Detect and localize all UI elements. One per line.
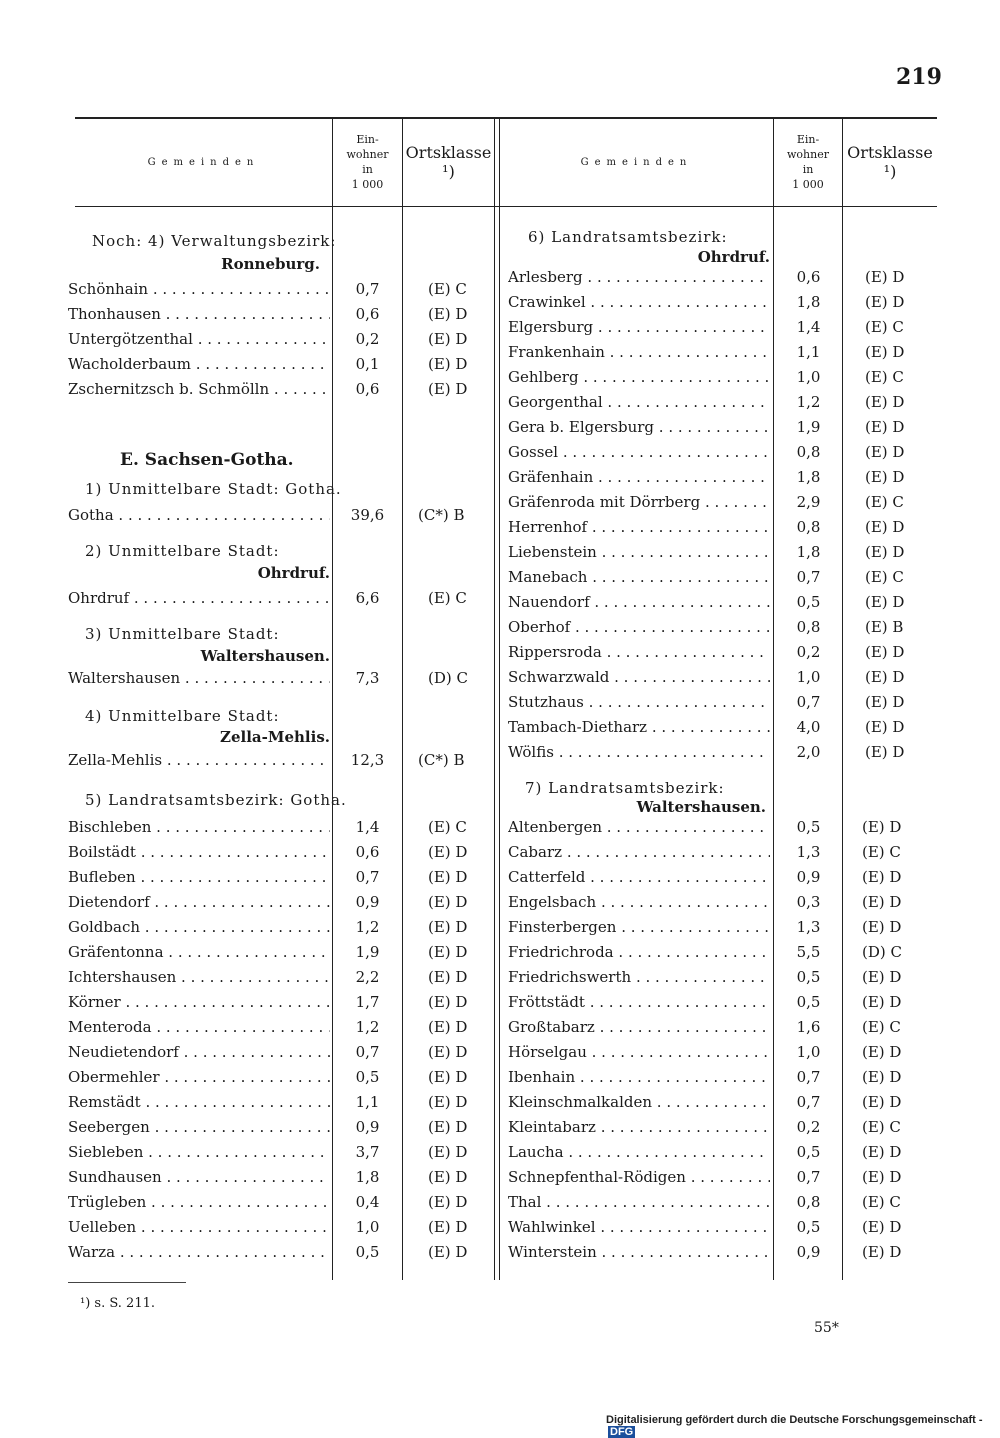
ortsklasse-value: (E) D [428,943,468,961]
gemeinde-name: Herrenhof . . . [508,515,770,540]
gemeinde-name: Friedrichroda . . . [508,940,770,965]
table-row [508,815,948,840]
einwohner-value: 1,8 [355,1168,380,1186]
table-row [68,352,508,377]
table-row [508,840,948,865]
ortsklasse-value: (E) C [428,589,467,607]
gemeinde-name: Zschernitzsch b. Schmölln . . . [68,377,330,402]
einwohner-value: 0,9 [796,868,821,886]
ortsklasse-value: (E) D [865,393,905,411]
ortsklasse-value: (E) C [862,1018,901,1036]
ortsklasse-value: (C*) B [418,506,465,524]
ortsklasse-value: (E) D [865,743,905,761]
einwohner-value: 0,5 [796,993,821,1011]
einwohner-value: 0,2 [796,643,821,661]
subheading: 4) Unmittelbare Stadt: [85,707,280,725]
einwohner-value: 1,2 [355,1018,380,1036]
gemeinde-name: Siebleben . . . [68,1140,330,1165]
einwohner-value: 2,9 [796,493,821,511]
table-row [508,1215,948,1240]
einwohner-value: 0,6 [355,380,380,398]
gemeinde-name: Wacholderbaum . . . [68,352,330,377]
ortsklasse-value: (E) D [862,1068,902,1086]
dfg-credit-text: Digitalisierung gefördert durch die Deutsche Forschungsgemeinschaft - [606,1414,983,1426]
ortsklasse-value: (E) C [865,493,904,511]
ortsklasse-value: (E) D [865,443,905,461]
ortsklasse-value: (E) D [428,1093,468,1111]
ortsklasse-value: (E) C [862,843,901,861]
gemeinde-name: Manebach . . . [508,565,770,590]
ortsklasse-value: (E) D [865,418,905,436]
table-row [508,990,948,1015]
gemeinde-name: Neudietendorf . . . [68,1040,330,1065]
einwohner-value: 3,7 [355,1143,380,1161]
table-row [508,340,948,365]
subheading: 1) Unmittelbare Stadt: Gotha. [85,480,342,498]
einwohner-value: 0,8 [796,618,821,636]
einwohner-value: 0,2 [796,1118,821,1136]
ortsklasse-value: (E) D [865,343,905,361]
einwohner-value: 0,4 [355,1193,380,1211]
table-row [68,890,508,915]
einwohner-value: 1,0 [796,368,821,386]
table-row [508,1040,948,1065]
table-row [508,540,948,565]
ortsklasse-value: (E) D [865,668,905,686]
table-row [68,990,508,1015]
gemeinde-name: Georgenthal . . . [508,390,770,415]
table-row [68,1090,508,1115]
gemeinde-name: Obermehler . . . [68,1065,330,1090]
einwohner-value: 2,0 [796,743,821,761]
table-row [508,440,948,465]
gemeinde-name: Großtabarz . . . [508,1015,770,1040]
ortsklasse-value: (E) D [862,1218,902,1236]
table-row [508,390,948,415]
gemeinde-name: Thal . . . [508,1190,770,1215]
table-row [508,940,948,965]
einwohner-value: 1,2 [796,393,821,411]
einwohner-value: 1,0 [355,1218,380,1236]
einwohner-value: 7,3 [355,669,380,687]
gemeinde-name: Körner . . . [68,990,330,1015]
einwohner-value: 0,6 [355,305,380,323]
gemeinde-name: Warza . . . [68,1240,330,1265]
ortsklasse-value: (E) D [865,693,905,711]
page-number: 219 [896,64,942,90]
table-row [68,1190,508,1215]
table-row [508,515,948,540]
table-row [68,1215,508,1240]
table-row [508,1115,948,1140]
table-row [68,1065,508,1090]
gemeinde-name: Dietendorf . . . [68,890,330,915]
ortsklasse-value: (E) D [862,868,902,886]
header-einwohner-left: Ein- wohner in 1 000 [346,133,389,191]
subheading-place: Zella-Mehlis. [220,728,330,746]
table-row [508,1140,948,1165]
gemeinde-name: Engelsbach . . . [508,890,770,915]
ortsklasse-value: (C*) B [418,751,465,769]
gemeinde-name: Uelleben . . . [68,1215,330,1240]
ortsklasse-value: (E) D [865,593,905,611]
einwohner-value: 1,9 [796,418,821,436]
table-row [68,1115,508,1140]
gemeinde-name: Trügleben . . . [68,1190,330,1215]
gemeinde-name: Altenbergen . . . [508,815,770,840]
ortsklasse-value: (E) D [865,268,905,286]
einwohner-value: 0,5 [796,1143,821,1161]
footnote-rule [68,1282,186,1283]
ortsklasse-value: (E) D [865,468,905,486]
einwohner-value: 5,5 [796,943,821,961]
einwohner-value: 1,4 [796,318,821,336]
table-row [508,315,948,340]
table-row [68,965,508,990]
einwohner-value: 0,5 [355,1068,380,1086]
table-header-rule [75,206,937,207]
einwohner-value: 0,7 [355,280,380,298]
ortsklasse-value: (E) D [428,968,468,986]
einwohner-value: 0,8 [796,1193,821,1211]
table-row [68,377,508,402]
ortsklasse-value: (E) D [428,868,468,886]
subheading: Noch: 4) Verwaltungsbezirk: [92,232,337,250]
ortsklasse-value: (E) D [428,1118,468,1136]
gemeinde-name: Finsterbergen . . . [508,915,770,940]
einwohner-value: 1,1 [355,1093,380,1111]
ortsklasse-value: (E) D [862,1043,902,1061]
subheading-place: Waltershausen. [636,798,766,816]
einwohner-value: 0,5 [796,593,821,611]
table-row [508,965,948,990]
table-row [68,277,508,302]
ortsklasse-value: (E) D [428,355,468,373]
ortsklasse-value: (E) D [862,993,902,1011]
ortsklasse-value: (E) D [862,1143,902,1161]
gemeinde-name: Zella-Mehlis . . . [68,748,330,773]
gemeinde-name: Liebenstein . . . [508,540,770,565]
table-row [508,365,948,390]
ortsklasse-value: (E) D [862,968,902,986]
einwohner-value: 1,8 [796,468,821,486]
gemeinde-name: Thonhausen . . . [68,302,330,327]
header-einwohner-right: Ein- wohner in 1 000 [787,133,829,191]
gemeinde-name: Gräfenhain . . . [508,465,770,490]
table-row [68,327,508,352]
ortsklasse-value: (E) D [428,1143,468,1161]
gemeinde-name: Gehlberg . . . [508,365,770,390]
table-row [68,1015,508,1040]
ortsklasse-value: (E) D [862,918,902,936]
ortsklasse-value: (E) C [862,1193,901,1211]
table-row [68,1040,508,1065]
gemeinde-name: Bischleben . . . [68,815,330,840]
ortsklasse-value: (E) D [428,918,468,936]
footnote: ¹) s. S. 211. [80,1296,156,1311]
table-row [508,915,948,940]
gemeinde-name: Goldbach . . . [68,915,330,940]
einwohner-value: 0,7 [796,1068,821,1086]
header-gemeinden-right: Gemeinden [580,156,693,168]
gemeinde-name: Menteroda . . . [68,1015,330,1040]
einwohner-value: 0,7 [355,1043,380,1061]
table-row [68,815,508,840]
einwohner-value: 1,4 [355,818,380,836]
ortsklasse-value: (E) D [865,293,905,311]
einwohner-value: 1,8 [796,293,821,311]
gemeinde-name: Stutzhaus . . . [508,690,770,715]
gemeinde-name: Frankenhain . . . [508,340,770,365]
ortsklasse-value: (E) D [428,305,468,323]
einwohner-value: 12,3 [350,751,385,769]
einwohner-value: 0,6 [355,843,380,861]
gemeinde-name: Waltershausen . . . [68,666,330,691]
table-row [508,415,948,440]
einwohner-value: 0,9 [796,1243,821,1261]
table-row [68,1140,508,1165]
table-row [508,565,948,590]
gemeinde-name: Gossel . . . [508,440,770,465]
ortsklasse-value: (E) D [428,1243,468,1261]
einwohner-value: 0,2 [355,330,380,348]
ortsklasse-value: (E) C [428,818,467,836]
table-row [508,640,948,665]
table-row [68,940,508,965]
gemeinde-name: Untergötzenthal . . . [68,327,330,352]
gemeinde-name: Laucha . . . [508,1140,770,1165]
ortsklasse-value: (E) D [428,1018,468,1036]
table-row [508,1165,948,1190]
einwohner-value: 0,9 [355,1118,380,1136]
gemeinde-name: Winterstein . . . [508,1240,770,1265]
einwohner-value: 1,7 [355,993,380,1011]
subheading-place: Ohrdruf. [697,248,770,266]
table-row [508,490,948,515]
ortsklasse-value: (E) D [428,1218,468,1236]
table-row [508,740,948,765]
gemeinde-name: Nauendorf . . . [508,590,770,615]
einwohner-value: 0,7 [796,1168,821,1186]
einwohner-value: 0,7 [796,693,821,711]
ortsklasse-value: (E) D [428,993,468,1011]
ortsklasse-value: (E) D [428,1043,468,1061]
einwohner-value: 1,2 [355,918,380,936]
gemeinde-name: Sundhausen . . . [68,1165,330,1190]
einwohner-value: 39,6 [350,506,385,524]
gemeinde-name: Wahlwinkel . . . [508,1215,770,1240]
header-ortsklasse-right: Ortsklasse ¹) [847,143,933,181]
table-row [508,615,948,640]
table-row [508,1065,948,1090]
gemeinde-name: Schönhain . . . [68,277,330,302]
gemeinde-name: Catterfeld . . . [508,865,770,890]
ortsklasse-value: (E) D [428,380,468,398]
einwohner-value: 0,8 [796,443,821,461]
ortsklasse-value: (E) D [428,893,468,911]
ortsklasse-value: (E) D [428,1168,468,1186]
einwohner-value: 6,6 [355,589,380,607]
subheading: 6) Landratsamtsbezirk: [528,228,728,246]
ortsklasse-value: (E) D [865,643,905,661]
gemeinde-name: Wölfis . . . [508,740,770,765]
einwohner-value: 0,6 [796,268,821,286]
subheading: 3) Unmittelbare Stadt: [85,625,280,643]
ortsklasse-value: (E) D [862,1243,902,1261]
table-row [508,290,948,315]
einwohner-value: 0,3 [796,893,821,911]
einwohner-value: 0,8 [796,518,821,536]
gemeinde-name: Elgersburg . . . [508,315,770,340]
einwohner-value: 1,1 [796,343,821,361]
gemeinde-name: Kleintabarz . . . [508,1115,770,1140]
einwohner-value: 0,5 [796,1218,821,1236]
signature-mark: 55* [814,1320,839,1336]
einwohner-value: 0,7 [796,568,821,586]
table-row [508,1240,948,1265]
section-title: E. Sachsen-Gotha. [120,450,294,470]
dfg-credit [606,1414,1000,1438]
gemeinde-name: Ibenhain . . . [508,1065,770,1090]
gemeinde-name: Cabarz . . . [508,840,770,865]
gemeinde-name: Gräfentonna . . . [68,940,330,965]
gemeinde-name: Schwarzwald . . . [508,665,770,690]
header-ortsklasse-left: Ortsklasse ¹) [405,143,492,181]
einwohner-value: 4,0 [796,718,821,736]
header-gemeinden-left: Gemeinden [147,156,260,168]
einwohner-value: 0,7 [355,868,380,886]
table-row [508,665,948,690]
subheading: 7) Landratsamtsbezirk: [525,779,725,797]
gemeinde-name: Bufleben . . . [68,865,330,890]
ortsklasse-value: (E) D [862,893,902,911]
gemeinde-name: Schnepfenthal-Rödigen . . . [508,1165,770,1190]
einwohner-value: 1,8 [796,543,821,561]
table-row [508,465,948,490]
gemeinde-name: Boilstädt . . . [68,840,330,865]
einwohner-value: 0,1 [355,355,380,373]
table-row [508,265,948,290]
gemeinde-name: Tambach-Dietharz . . . [508,715,770,740]
ortsklasse-value: (E) D [862,1093,902,1111]
ortsklasse-value: (E) C [865,318,904,336]
table-row [68,748,508,773]
gemeinde-name: Remstädt . . . [68,1090,330,1115]
einwohner-value: 1,3 [796,843,821,861]
table-row [508,1090,948,1115]
ortsklasse-value: (E) B [865,618,904,636]
table-row [508,715,948,740]
gemeinde-name: Gera b. Elgersburg . . . [508,415,770,440]
gemeinde-name: Seebergen . . . [68,1115,330,1140]
ortsklasse-value: (D) C [862,943,902,961]
table-row [508,1190,948,1215]
ortsklasse-value: (E) D [428,1193,468,1211]
einwohner-value: 1,3 [796,918,821,936]
gemeinde-name: Crawinkel . . . [508,290,770,315]
gemeinde-name: Gotha . . . [68,503,330,528]
ortsklasse-value: (E) C [862,1118,901,1136]
subheading: 2) Unmittelbare Stadt: [85,542,280,560]
einwohner-value: 0,9 [355,893,380,911]
ortsklasse-value: (E) D [428,330,468,348]
table-row [68,1165,508,1190]
einwohner-value: 1,9 [355,943,380,961]
gemeinde-name: Oberhof . . . [508,615,770,640]
ortsklasse-value: (E) D [865,518,905,536]
einwohner-value: 0,5 [355,1243,380,1261]
einwohner-value: 1,0 [796,1043,821,1061]
table-row [508,690,948,715]
gemeinde-name: Friedrichswerth . . . [508,965,770,990]
ortsklasse-value: (E) D [865,718,905,736]
gemeinde-name: Ohrdruf . . . [68,586,330,611]
subheading: 5) Landratsamtsbezirk: Gotha. [85,791,347,809]
einwohner-value: 2,2 [355,968,380,986]
table-row [508,865,948,890]
einwohner-value: 1,0 [796,668,821,686]
einwohner-value: 0,7 [796,1093,821,1111]
gemeinde-name: Arlesberg . . . [508,265,770,290]
gemeinde-name: Fröttstädt . . . [508,990,770,1015]
gemeinde-name: Gräfenroda mit Dörrberg . . . [508,490,770,515]
einwohner-value: 0,5 [796,818,821,836]
ortsklasse-value: (E) D [865,543,905,561]
gemeinde-name: Ichtershausen . . . [68,965,330,990]
table-row [508,1015,948,1040]
table-row [508,590,948,615]
subheading-place: Waltershausen. [200,647,330,665]
table-row [68,840,508,865]
table-row [68,666,508,691]
ortsklasse-value: (D) C [428,669,468,687]
einwohner-value: 0,5 [796,968,821,986]
ortsklasse-value: (E) D [862,818,902,836]
einwohner-value: 1,6 [796,1018,821,1036]
ortsklasse-value: (E) D [428,1068,468,1086]
table-row [68,302,508,327]
ortsklasse-value: (E) D [428,843,468,861]
table-row [68,1240,508,1265]
gemeinde-name: Hörselgau . . . [508,1040,770,1065]
table-row [68,915,508,940]
table-row [68,865,508,890]
ortsklasse-value: (E) C [428,280,467,298]
gemeinde-name: Kleinschmalkalden . . . [508,1090,770,1115]
ortsklasse-value: (E) C [865,568,904,586]
table-row [68,586,508,611]
table-row [68,503,508,528]
subheading-place: Ronneburg. [221,255,320,273]
dfg-logo: DFG [610,1426,634,1438]
ortsklasse-value: (E) C [865,368,904,386]
gemeinde-name: Rippersroda . . . [508,640,770,665]
table-row [508,890,948,915]
ortsklasse-value: (E) D [862,1168,902,1186]
subheading-place: Ohrdruf. [257,564,330,582]
